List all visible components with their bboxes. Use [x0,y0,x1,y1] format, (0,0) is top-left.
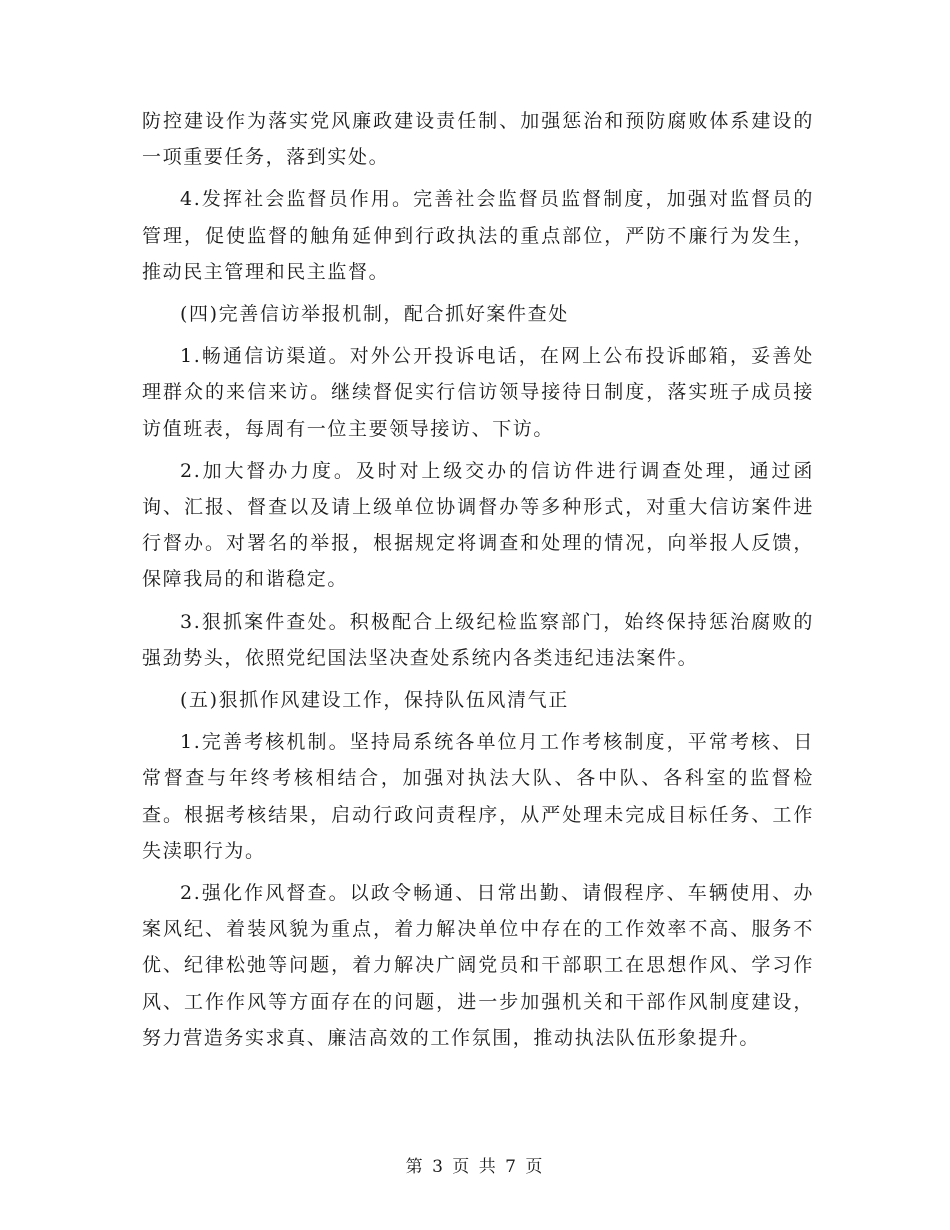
paragraph-item-2b: 2.强化作风督查。以政令畅通、日常出勤、请假程序、车辆使用、办案风纪、着装风貌为重点，着力解决单位中存在的工作效率不高、服务不优、纪律松弛等问题，着力解决广阔党员和干部职工在思想作风、学习作风、工作作风等方面存在的问题，进一步加强机关和干部作风制度建设，努力营造务实求真、廉洁高效的工作氛围，推动执法队伍形象提升。 [142,882,814,1049]
paragraph-item-3: 3.狠抓案件查处。积极配合上级纪检监察部门，始终保持惩治腐败的强劲势头，依照党纪国法坚决查处系统内各类违纪违法案件。 [142,610,814,669]
paragraph-item-1: 1.畅通信访渠道。对外公开投诉电话，在网上公布投诉邮箱，妥善处理群众的来信来访。继续督促实行信访领导接待日制度，落实班子成员接访值班表，每周有一位主要领导接访、下访。 [142,345,814,440]
document-body [142,103,814,1062]
section-heading-5: (五)狠抓作风建设工作，保持队伍风清气正 [180,689,569,712]
paragraph-continuation: 防控建设作为落实党风廉政建设责任制、加强惩治和预防腐败体系建设的一项重要任务，落到实处。 [142,110,814,169]
paragraph-item-4: 4.发挥社会监督员作用。完善社会监督员监督制度，加强对监督员的管理，促使监督的触角延伸到行政执法的重点部位，严防不廉行为发生，推动民主管理和民主监督。 [142,188,814,283]
paragraph-item-1b: 1.完善考核机制。坚持局系统各单位月工作考核制度，平常考核、日常督查与年终考核相结合，加强对执法大队、各中队、各科室的监督检查。根据考核结果，启动行政问责程序，从严处理未完成目标任务、工作失渎职行为。 [142,731,814,862]
section-heading-4: (四)完善信访举报机制，配合抓好案件查处 [180,303,569,326]
paragraph-item-2: 2.加大督办力度。及时对上级交办的信访件进行调查处理，通过函询、汇报、督查以及请上级单位协调督办等多种形式，对重大信访案件进行督办。对署名的举报，根据规定将调查和处理的情况，向举报人反馈，保障我局的和谐稳定。 [142,459,814,591]
page-number-footer: 第 3 页 共 7 页 [405,1157,545,1177]
